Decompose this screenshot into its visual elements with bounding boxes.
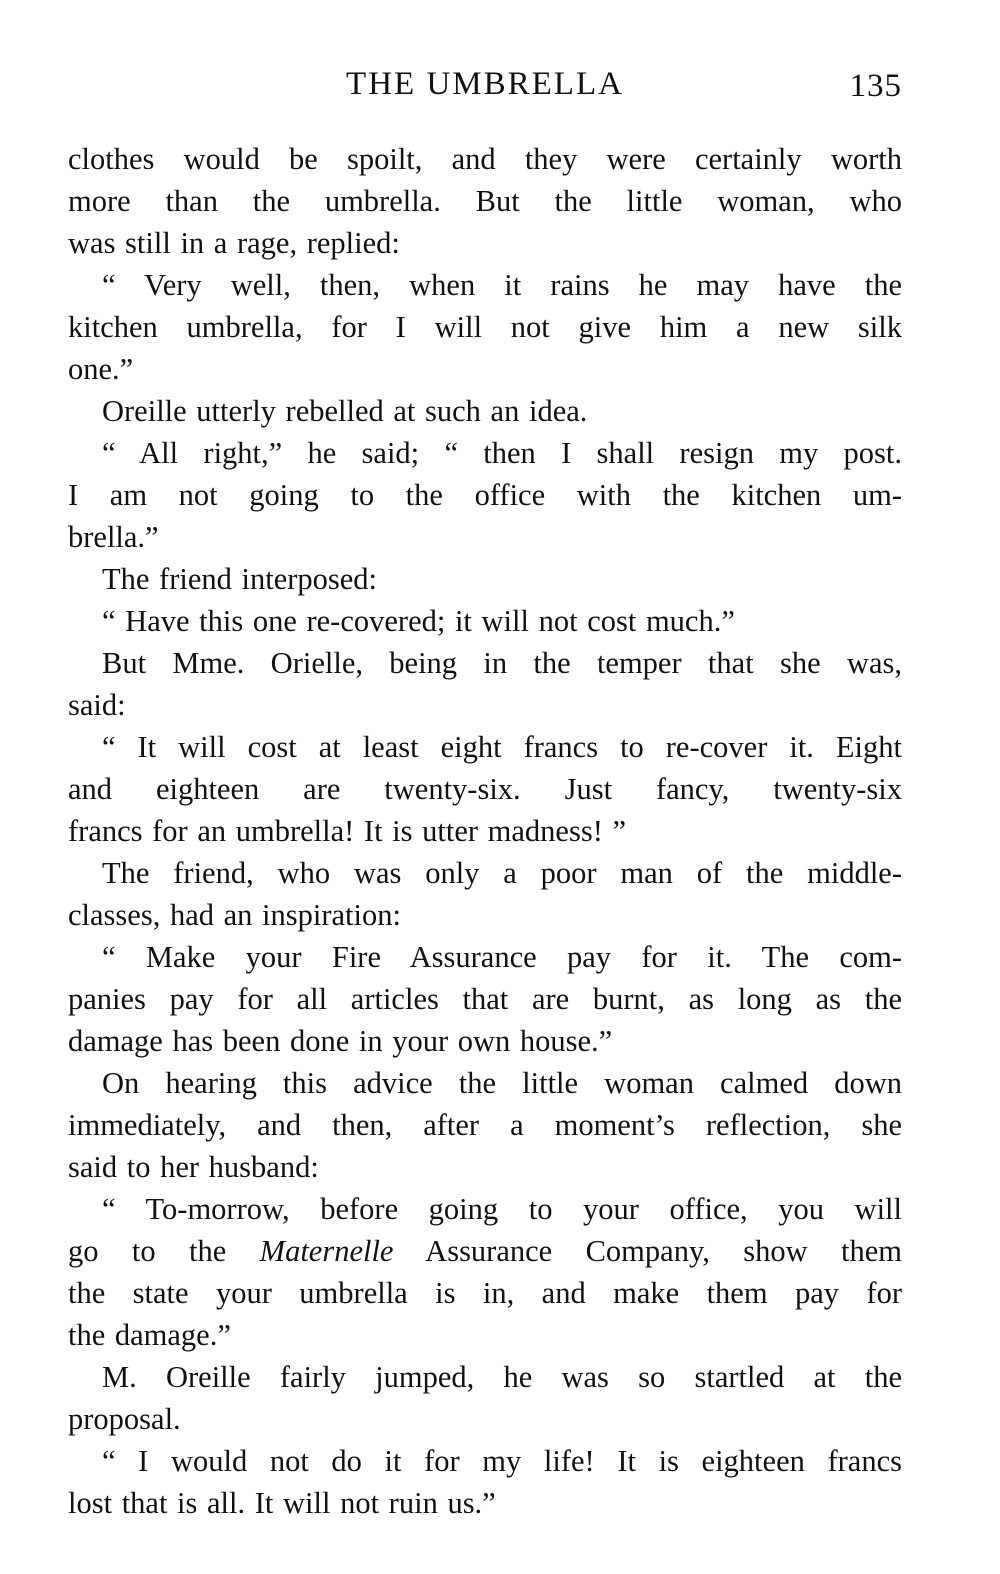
paragraph <box>68 936 902 1062</box>
text-line: clothes would be spoilt, and they were certainly worth <box>68 142 902 176</box>
text-line: damage has been done in your own house.” <box>68 1024 613 1058</box>
running-title: THE UMBRELLA <box>346 66 624 102</box>
text-line: The friend, who was only a poor man of the middle- <box>102 856 902 890</box>
text-line: and eighteen are twenty-six. Just fancy, twenty-six <box>68 772 902 806</box>
text-line: M. Oreille fairly jumped, he was so startled at the <box>102 1360 902 1394</box>
text-line: was still in a rage, replied: <box>68 226 400 260</box>
text-line <box>68 1230 902 1272</box>
text-line: classes, had an inspiration: <box>68 898 401 932</box>
text-line: “ I would not do it for my life! It is eighteen francs <box>102 1444 902 1478</box>
paragraph <box>68 642 902 726</box>
paragraph <box>68 390 902 432</box>
text-line: Oreille utterly rebelled at such an idea. <box>102 394 588 428</box>
text-line: On hearing this advice the little woman calmed down <box>102 1066 902 1100</box>
text-line: immediately, and then, after a moment’s reflection, she <box>68 1108 902 1142</box>
paragraph <box>68 600 902 642</box>
text-line: the state your umbrella is in, and make them pay for <box>68 1276 902 1310</box>
text-run: go to the <box>68 1234 260 1268</box>
running-head <box>68 62 902 106</box>
paragraph <box>68 1062 902 1188</box>
text-line: lost that is all. It will not ruin us.” <box>68 1486 496 1520</box>
paragraph <box>68 558 902 600</box>
text-line: kitchen umbrella, for I will not give him a new silk <box>68 310 902 344</box>
text-line: “ Make your Fire Assurance pay for it. The com- <box>102 940 902 974</box>
text-run: Assurance Company, show them <box>393 1234 902 1268</box>
text-line: francs for an umbrella! It is utter madness! ” <box>68 814 627 848</box>
text-line: “ To-morrow, before going to your office, you will <box>102 1192 902 1226</box>
text-line: the damage.” <box>68 1318 231 1352</box>
paragraph <box>68 264 902 390</box>
paragraph <box>68 1440 902 1524</box>
paragraph <box>68 432 902 558</box>
text-line: “ Have this one re-covered; it will not cost much.” <box>102 604 735 638</box>
text-line: said: <box>68 688 126 722</box>
paragraph <box>68 138 902 264</box>
text-line: said to her husband: <box>68 1150 319 1184</box>
text-line: The friend interposed: <box>102 562 378 596</box>
paragraph <box>68 726 902 852</box>
text-line: “ It will cost at least eight francs to re-cover it. Eight <box>102 730 902 764</box>
paragraph <box>68 1356 902 1440</box>
text-line: proposal. <box>68 1402 181 1436</box>
text-line: panies pay for all articles that are burnt, as long as the <box>68 982 902 1016</box>
text-line: But Mme. Orielle, being in the temper that she was, <box>102 646 902 680</box>
paragraph <box>68 1188 902 1356</box>
paragraph <box>68 852 902 936</box>
italic-company-name: Maternelle <box>259 1234 394 1268</box>
text-line: one.” <box>68 352 134 386</box>
text-line: brella.” <box>68 520 159 554</box>
text-line: more than the umbrella. But the little woman, who <box>68 184 902 218</box>
body-text <box>68 138 902 1524</box>
page-number: 135 <box>849 68 902 104</box>
text-line: I am not going to the office with the kitchen um- <box>68 478 902 512</box>
text-line: “ Very well, then, when it rains he may have the <box>102 268 902 302</box>
text-line: “ All right,” he said; “ then I shall resign my post. <box>102 436 902 470</box>
